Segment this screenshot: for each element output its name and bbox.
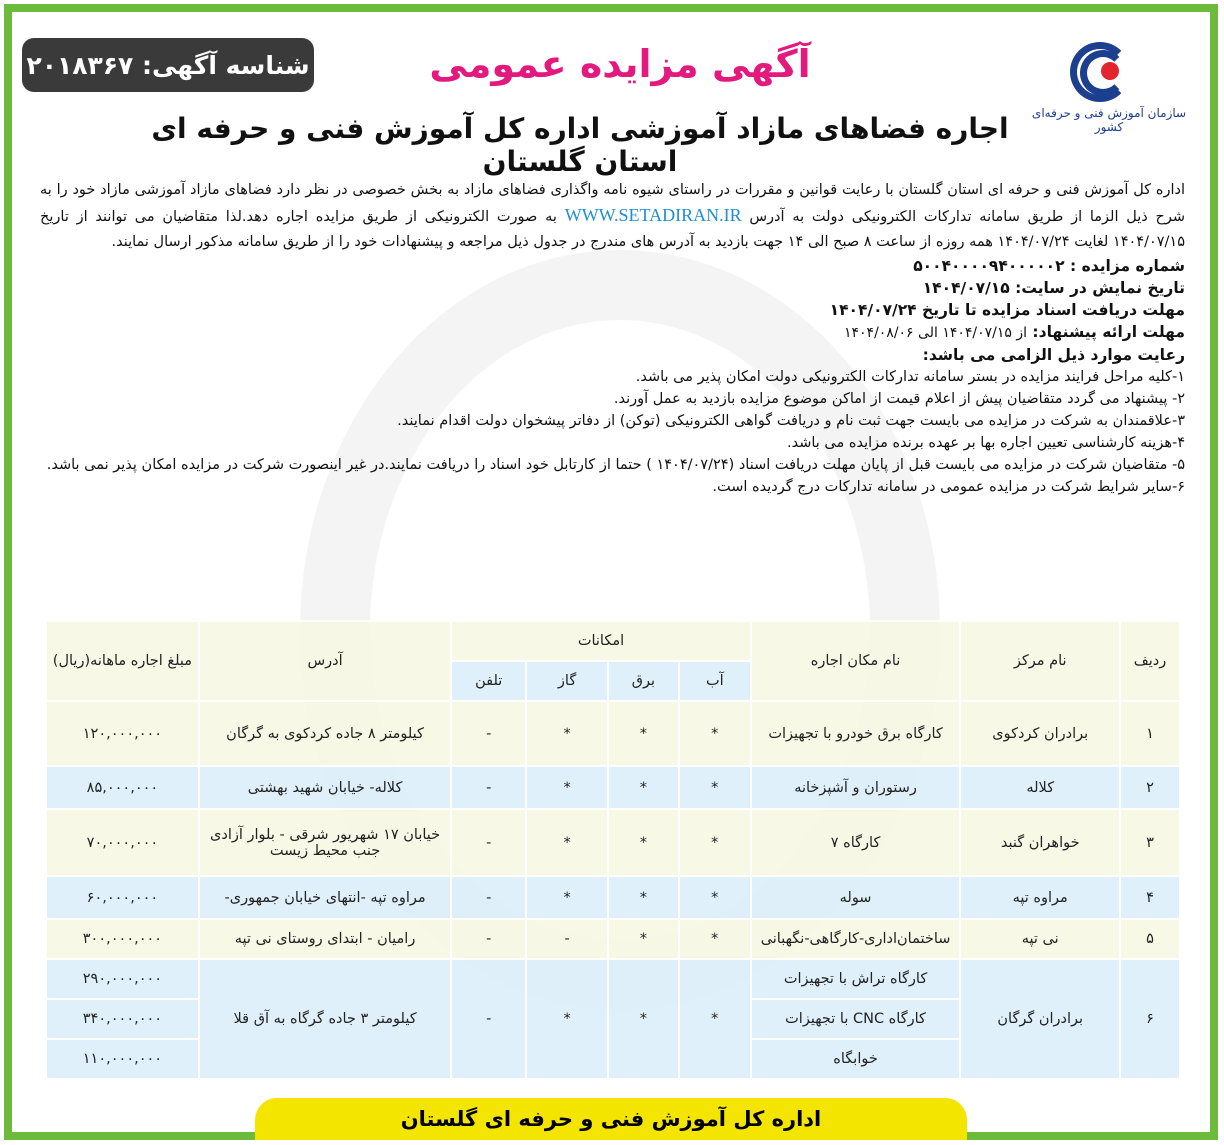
table-cell: ۳۴۰,۰۰۰,۰۰۰ xyxy=(46,999,199,1039)
auction-number xyxy=(40,255,1185,277)
table-cell: از ۱۴۰۴/۰۷/۱۵ الی ۱۴۰۴/۰۸/۰۶ xyxy=(843,325,1028,341)
header-facilities: امکانات xyxy=(451,621,750,661)
table-cell: * xyxy=(608,876,679,919)
table-cell: کارگاه CNC با تجهیزات xyxy=(751,999,961,1039)
table-cell: نی تپه xyxy=(960,919,1120,959)
table-cell: * xyxy=(679,919,751,959)
header-center: نام مرکز xyxy=(960,621,1120,701)
header-water: آب xyxy=(679,661,751,701)
table-cell: برادران گرگان xyxy=(960,959,1120,1079)
table-cell: مهلت دریافت اسناد مزایده تا تاریخ xyxy=(922,301,1185,319)
table-cell: * xyxy=(608,919,679,959)
table-cell: خوابگاه xyxy=(751,1039,961,1079)
table-cell: - xyxy=(451,766,526,809)
auction-info xyxy=(40,255,1185,366)
table-cell: ۱۴۰۴/۰۷/۲۴ xyxy=(829,301,917,319)
table-cell: ۷۰,۰۰۰,۰۰۰ xyxy=(46,809,199,876)
table-cell: ۴ xyxy=(1120,876,1180,919)
table-cell: ۱۴۰۴/۰۷/۱۵ xyxy=(922,279,1010,297)
logo-text: سازمان آموزش فنی و حرفه‌ای کشور xyxy=(1031,106,1187,134)
table-cell: ۶۰,۰۰۰,۰۰۰ xyxy=(46,876,199,919)
table-cell: ۲۹۰,۰۰۰,۰۰۰ xyxy=(46,959,199,999)
table-cell: خواهران گنبد xyxy=(960,809,1120,876)
ad-body xyxy=(40,178,1185,498)
table-row xyxy=(46,876,1180,919)
table-cell: * xyxy=(679,959,751,1079)
table-cell: کلاله xyxy=(960,766,1120,809)
table-cell: * xyxy=(608,959,679,1079)
header-row-no: ردیف xyxy=(1120,621,1180,701)
table-cell: * xyxy=(526,876,608,919)
table-cell: * xyxy=(679,809,751,876)
table-cell: ۶ xyxy=(1120,959,1180,1079)
condition-item: ۴-هزینه کارشناسی تعیین اجاره بها بر عهده برنده مزایده می باشد. xyxy=(787,435,1185,451)
table-cell: * xyxy=(679,766,751,809)
intro-paragraph xyxy=(40,178,1185,255)
condition-item: ۵- متقاضیان شرکت در مزایده می بایست قبل از پایان مهلت دریافت اسناد (۱۴۰۴/۰۷/۲۴ ) حتما از کارتابل خود اسناد را دریافت نمایند.در غیر اینصورت شرکت در مزایده امکان پذیر نمی باشد. xyxy=(46,457,1185,473)
setadiran-link[interactable]: WWW.SETADIRAN.IR xyxy=(564,205,742,225)
table-cell: کارگاه تراش با تجهیزات xyxy=(751,959,961,999)
table-cell: ۱۲۰,۰۰۰,۰۰۰ xyxy=(46,701,199,766)
table-cell: * xyxy=(526,959,608,1079)
table-cell: ۳ xyxy=(1120,809,1180,876)
condition-item: ۶-سایر شرایط شرکت در مزایده عمومی در سامانه تدارکات درج گردیده است. xyxy=(712,479,1185,495)
table-cell: مهلت ارائه پیشنهاد: xyxy=(1032,323,1185,341)
table-cell: تاریخ نمایش در سایت: xyxy=(1015,279,1185,297)
table-cell: خیابان ۱۷ شهریور شرقی - بلوار آزادی جنب محیط زیست xyxy=(199,809,451,876)
header-price: مبلغ اجاره ماهانه(ریال) xyxy=(46,621,199,701)
table-row xyxy=(46,809,1180,876)
table-cell: * xyxy=(526,701,608,766)
header-address: آدرس xyxy=(199,621,451,701)
table-cell: ۲ xyxy=(1120,766,1180,809)
ad-subtitle: اجاره فضاهای مازاد آموزشی اداره کل آموزش فنی و حرفه ای استان گلستان xyxy=(151,112,1009,178)
display-date xyxy=(40,277,1185,299)
table-row xyxy=(46,959,1180,999)
conditions-title: رعایت موارد ذیل الزامی می باشد: xyxy=(922,346,1185,364)
conditions-list xyxy=(40,366,1185,498)
table-cell: - xyxy=(451,959,526,1079)
table-cell: - xyxy=(526,919,608,959)
ad-title: آگهی مزایده عمومی xyxy=(429,42,811,86)
intro-text-1: اداره کل آموزش فنی و حرفه ای استان گلستان با رعایت قوانین و مقررات در راستای شیوه نامه واگذاری فضاهای مازاد به بخش خصوصی در نظر دارد فضاهای مازاد آموزشی مازاد خود را به شرح ذیل الزما از طریق سامانه تدارکات الکترونیکی دولت به آدرس xyxy=(40,182,1186,225)
table-cell: کارگاه ۷ xyxy=(751,809,961,876)
table-row xyxy=(46,919,1180,959)
table-cell: - xyxy=(451,701,526,766)
table-cell: * xyxy=(608,766,679,809)
intro-text-2: به صورت الکترونیکی از طریق مزایده اجاره دهد.لذا متقاضیان می توانند از تاریخ ۱۴۰۴/۰۷/۱۵ لغایت ۱۴۰۴/۰۷/۲۴ همه روزه از ساعت ۸ صبح الی ۱۴ جهت بازدید به آدرس های مندرج در جدول ذیل مراجعه و پیشنهادات خود را از طریق سامانه مذکور ارسال نمایند. xyxy=(40,209,1185,250)
table-cell: * xyxy=(608,809,679,876)
table-cell: مراوه تپه -انتهای خیابان جمهوری- xyxy=(199,876,451,919)
logo-icon xyxy=(1070,42,1148,102)
condition-item: ۲- پیشنهاد می گردد متقاضیان پیش از اعلام قیمت از اماکن موضوع مزایده بازدید به عمل آورند. xyxy=(613,391,1185,407)
table-cell: ۱ xyxy=(1120,701,1180,766)
header-phone: تلفن xyxy=(451,661,526,701)
table-cell: * xyxy=(526,766,608,809)
table-cell: * xyxy=(608,701,679,766)
table-row xyxy=(46,766,1180,809)
header-power: برق xyxy=(608,661,679,701)
table-cell: ۸۵,۰۰۰,۰۰۰ xyxy=(46,766,199,809)
table-cell: * xyxy=(679,701,751,766)
document-deadline xyxy=(40,299,1185,321)
table-cell: سوله xyxy=(751,876,961,919)
condition-item: ۱-کلیه مراحل فرایند مزایده در بستر سامانه تدارکات الکترونیکی دولت امکان پذیر می باشد. xyxy=(635,369,1185,385)
table-cell: ۳۰۰,۰۰۰,۰۰۰ xyxy=(46,919,199,959)
table-cell: ۵۰۰۴۰۰۰۰۹۴۰۰۰۰۰۲ xyxy=(913,257,1065,275)
table-cell: ۱۱۰,۰۰۰,۰۰۰ xyxy=(46,1039,199,1079)
table-cell: * xyxy=(679,876,751,919)
table-cell: رستوران و آشپزخانه xyxy=(751,766,961,809)
table-cell: مراوه تپه xyxy=(960,876,1120,919)
condition-item: ۳-علاقمندان به شرکت در مزایده می بایست جهت ثبت نام و دریافت گواهی الکترونیکی (توکن) از دفاتر پیشخوان دولت اقدام نمایند. xyxy=(397,413,1185,429)
footer-banner: اداره کل آموزش فنی و حرفه ای گلستان xyxy=(255,1098,967,1140)
table-row xyxy=(46,701,1180,766)
header-gas: گاز xyxy=(526,661,608,701)
table-cell: برادران کردکوی xyxy=(960,701,1120,766)
table-cell: - xyxy=(451,876,526,919)
table-cell: کارگاه برق خودرو با تجهیزات xyxy=(751,701,961,766)
table-cell: رامیان - ابتدای روستای نی تپه xyxy=(199,919,451,959)
table-cell: شماره مزایده : xyxy=(1070,257,1185,275)
table-cell: کلاله- خیابان شهید بهشتی xyxy=(199,766,451,809)
table-cell: ساختمان‌اداری-کارگاهی-نگهبانی xyxy=(751,919,961,959)
organization-logo xyxy=(1024,42,1194,132)
table-cell: کیلومتر ۳ جاده گرگاه به آق قلا xyxy=(199,959,451,1079)
offer-deadline xyxy=(40,321,1185,344)
table-cell: ۵ xyxy=(1120,919,1180,959)
table-cell: - xyxy=(451,809,526,876)
header-place: نام مکان اجاره xyxy=(751,621,961,701)
table-cell: - xyxy=(451,919,526,959)
rental-table xyxy=(45,620,1181,1080)
ad-id-badge: شناسه آگهی: ۲۰۱۸۳۶۷ xyxy=(22,38,314,92)
table-cell: * xyxy=(526,809,608,876)
table-cell: کیلومتر ۸ جاده کردکوی به گرگان xyxy=(199,701,451,766)
